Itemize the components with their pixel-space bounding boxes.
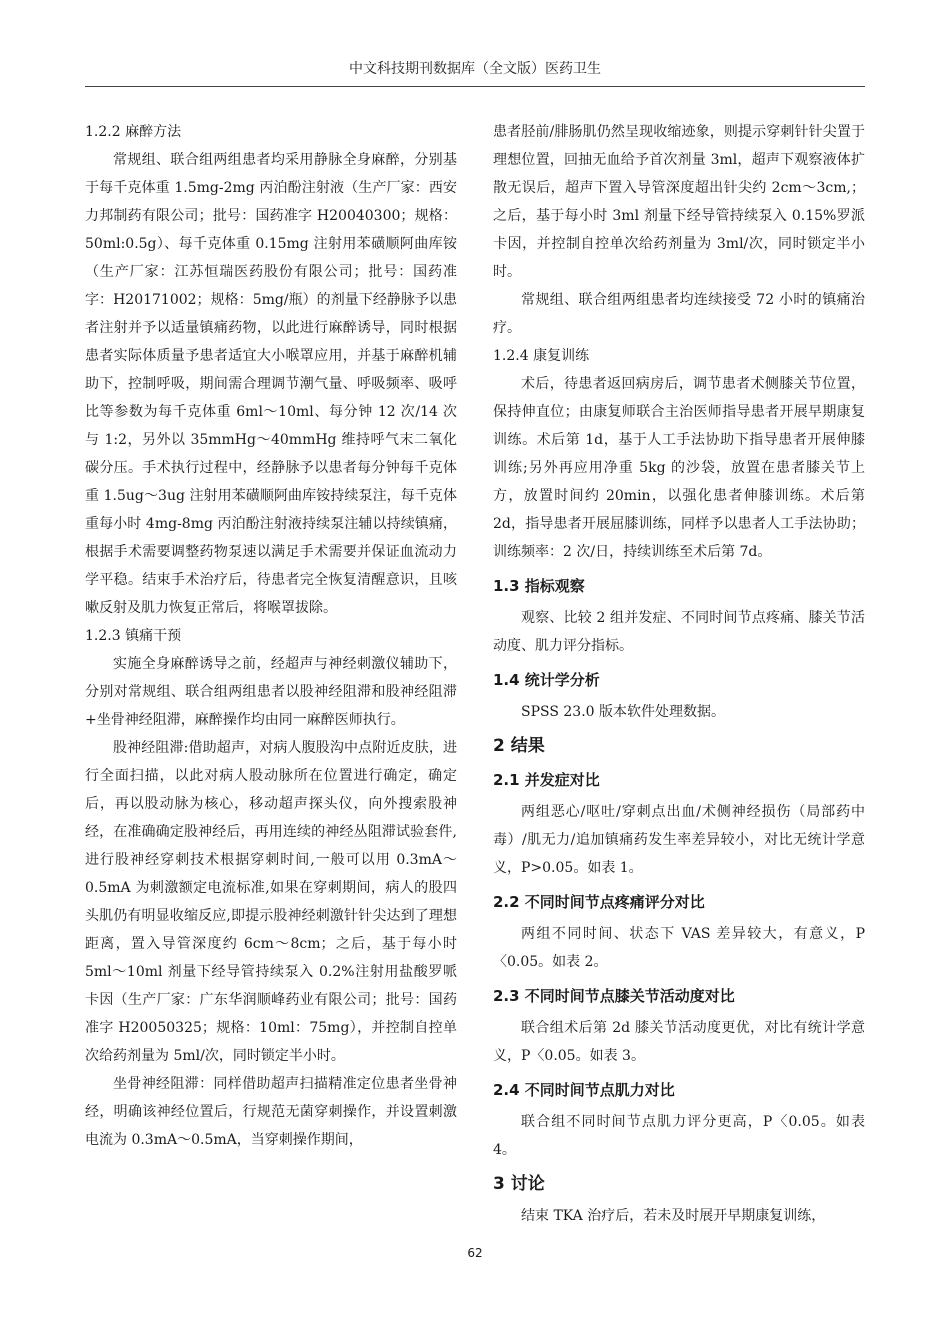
section-3-paragraph: 结束 TKA 治疗后，若未及时展开早期康复训练，: [521, 1208, 826, 1224]
section-1-2-2-paragraph: 常规组、联合组两组患者均采用静脉全身麻醉，分别基于每千克体重 1.5mg-2mg 丙泊酚注射液（生产厂家：西安力邦制药有限公司；批号：国药准字 H20040300；规格：50ml:0.5g）、每千克体重 0.15mg 注射用苯磺顺阿曲库铵（生产厂家：江苏恒瑞医药股份有限公司；批号：国药准字：H20171002；规格：5mg/瓶）的剂量下经静脉予以患者注射并予以适量镇痛药物，以此进行麻醉诱导，同时根据患者实际体质量予患者适宜大小喉罩应用，并基于麻醉机辅助下，控制呼吸，期间需合理调节潮气量、呼吸频率、吸呼比等参数为每千克体重 6ml～10ml、每分钟 12 次/14 次与 1:2，另外以 35mmHg～40mmHg 维持呼气末二氧化碳分压。手术执行过程中，经静脉予以患者每分钟每千克体重 1.5ug～3ug 注射用苯磺顺阿曲库铵持续泵注，每千克体重每小时 4mg-8mg 丙泊酚注射液持续泵注辅以持续镇痛，根据手术需要调整药物泵速以满足手术需要并保证血流动力学平稳。结束手术治疗后，待患者完全恢复清醒意识，且咳嗽反射及肌力恢复正常后，将喉罩拔除。: [85, 152, 457, 616]
section-1-4-heading: 1.4 统计学分析: [493, 671, 600, 689]
section-3-heading: 3 讨论: [493, 1174, 545, 1194]
section-2-4-heading: 2.4 不同时间节点肌力对比: [493, 1081, 675, 1099]
section-1-2-4-title: 1.2.4 康复训练: [493, 348, 590, 364]
section-1-2-3-paragraph-2: 股神经阻滞:借助超声，对病人腹股沟中点附近皮肤，进行全面扫描，以此对病人股动脉所在位置进行确定，确定后，再以股动脉为核心，移动超声探头仪，向外搜索股神经，在准确确定股神经后，再用连续的神经丛阻滞试验套件,进行股神经穿刺技术根据穿刺时间,一般可以用 0.3mA～0.5mA 为刺激额定电流标准,如果在穿刺期间，病人的股四头肌仍有明显收缩反应,即提示股神经刺激针针尖达到了理想距离，置入导管深度约 6cm～8cm；之后，基于每小时 5ml～10ml 剂量下经导管持续泵入 0.2%注射用盐酸罗哌卡因（生产厂家：广东华润顺峰药业有限公司；批号：国药准字 H20050325；规格：10ml：75mg），并控制自控单次给药剂量为 5ml/次，同时锁定半小时。: [85, 740, 457, 1064]
page-number: 62: [467, 1246, 483, 1260]
section-1-2-3-paragraph-3: 坐骨神经阻滞：同样借助超声扫描精准定位患者坐骨神经，明确该神经位置后，行规范无菌穿刺操作，并设置刺激电流为 0.3mA～0.5mA，当穿刺操作期间，: [85, 1076, 457, 1148]
section-2-1-paragraph: 两组恶心/呕吐/穿刺点出血/术侧神经损伤（局部药中毒）/肌无力/追加镇痛药发生率差异较小，对比无统计学意义，P>0.05。如表 1。: [493, 804, 865, 876]
section-2-3-paragraph: 联合组术后第 2d 膝关节活动度更优，对比有统计学意义，P〈0.05。如表 3。: [493, 1020, 865, 1064]
section-1-3-heading: 1.3 指标观察: [493, 577, 585, 595]
header-rule: [85, 86, 865, 87]
section-1-3-paragraph: 观察、比较 2 组并发症、不同时间节点疼痛、膝关节活动度、肌力评分指标。: [493, 610, 865, 654]
right-column: [493, 118, 865, 1230]
section-1-2-3-title: 1.2.3 镇痛干预: [85, 628, 182, 644]
section-2-2-heading: 2.2 不同时间节点疼痛评分对比: [493, 893, 705, 911]
section-1-2-2-title: 1.2.2 麻醉方法: [85, 124, 182, 140]
section-2-1-heading: 2.1 并发症对比: [493, 771, 600, 789]
section-2-3-heading: 2.3 不同时间节点膝关节活动度对比: [493, 987, 735, 1005]
section-2-heading: 2 结果: [493, 736, 545, 756]
section-1-2-3-paragraph-1: 实施全身麻醉诱导之前，经超声与神经刺激仪辅助下，分别对常规组、联合组两组患者以股神经阻滞和股神经阻滞+坐骨神经阻滞，麻醉操作均由同一麻醉医师执行。: [85, 656, 457, 728]
continued-paragraph-2: 常规组、联合组两组患者均连续接受 72 小时的镇痛治疗。: [493, 292, 865, 336]
section-2-2-paragraph: 两组不同时间、状态下 VAS 差异较大，有意义，P〈0.05。如表 2。: [493, 926, 865, 970]
section-1-4-paragraph: SPSS 23.0 版本软件处理数据。: [521, 704, 726, 720]
section-2-4-paragraph: 联合组不同时间节点肌力评分更高，P〈0.05。如表 4。: [493, 1114, 865, 1158]
section-1-2-4-paragraph: 术后，待患者返回病房后，调节患者术侧膝关节位置，保持伸直位；由康复师联合主治医师指导患者开展早期康复训练。术后第 1d，基于人工手法协助下指导患者开展伸膝训练;另外再应用净重 5kg 的沙袋，放置在患者膝关节上方，放置时间约 20min，以强化患者伸膝训练。术后第 2d，指导患者开展屈膝训练，同样予以患者人工手法协助；训练频率：2 次/日，持续训练至术后第 7d。: [493, 376, 865, 560]
continued-paragraph: 患者胫前/腓肠肌仍然呈现收缩迹象，则提示穿刺针针尖置于理想位置，回抽无血给予首次剂量 3ml，超声下观察液体扩散无误后，超声下置入导管深度超出针尖约 2cm～3cm,；之后，基于每小时 3ml 剂量下经导管持续泵入 0.15%罗派卡因，并控制自控单次给药剂量为 3ml/次，同时锁定半小时。: [493, 124, 865, 280]
journal-header: 中文科技期刊数据库（全文版）医药卫生: [349, 61, 601, 77]
left-column: [85, 118, 457, 1154]
